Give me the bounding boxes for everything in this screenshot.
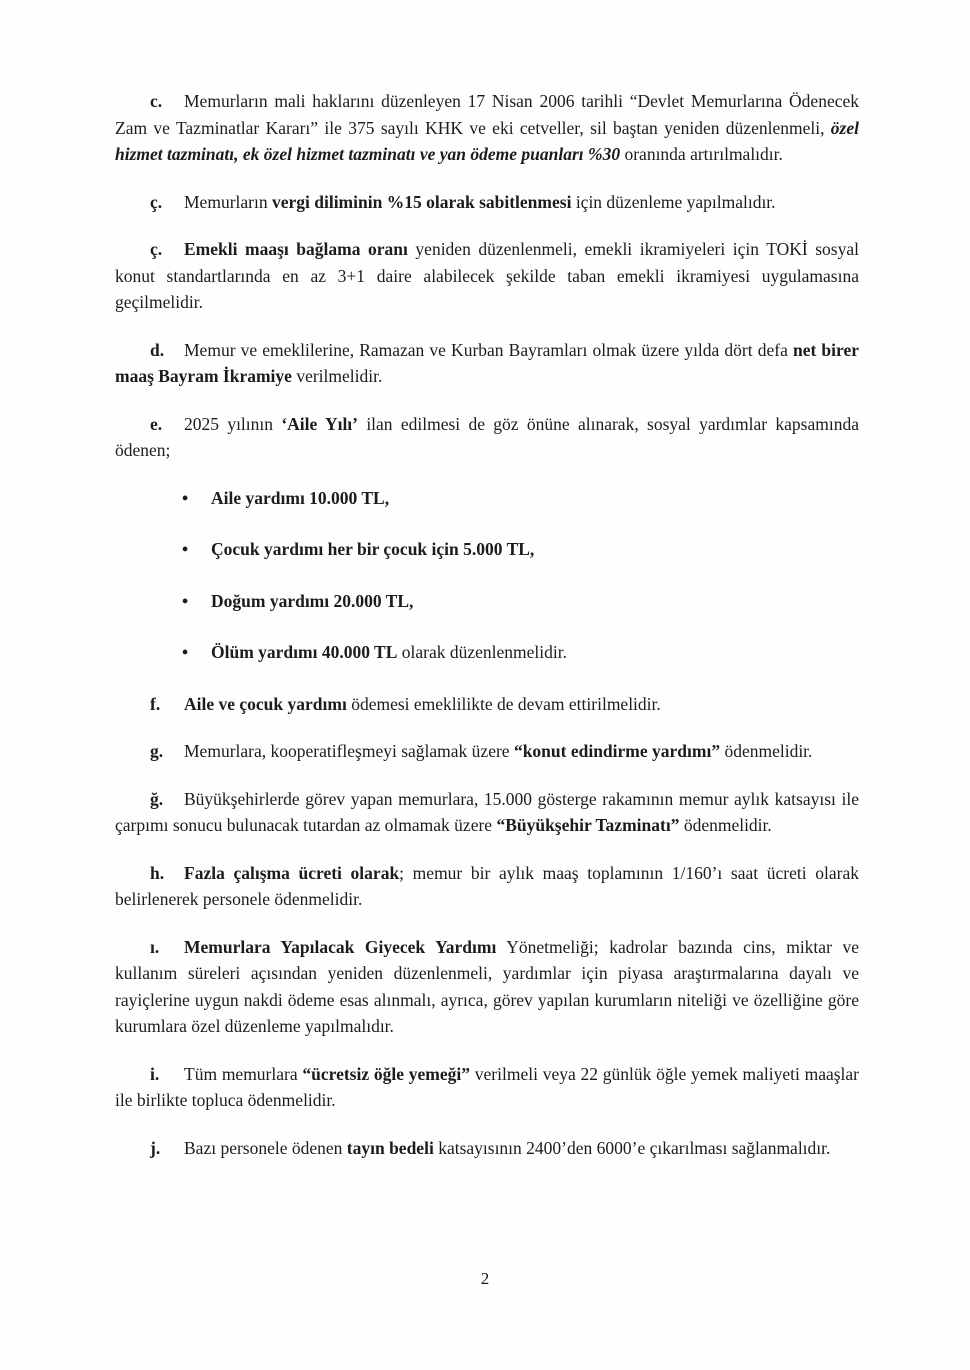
item-letter: g.	[150, 741, 164, 761]
text-segment: “konut edindirme yardımı”	[513, 741, 721, 761]
item-letter: ç.	[150, 239, 163, 259]
text-segment: oranında artırılmalıdır.	[620, 144, 783, 164]
text-segment: ; memur bir aylık maaş toplamının 1/160’ı saat ücreti olarak belirlenerek personele ödenmelidir.	[115, 862, 859, 909]
text-segment: Çocuk yardımı her bir çocuk için 5.000 TL,	[211, 539, 535, 559]
paragraph-item-i	[115, 1061, 859, 1114]
document-body	[115, 88, 859, 1182]
text-segment: Yönetmeliği; kadrolar bazında cins, miktar ve kullanım süreleri açısından yeniden düzenlenmeli, yardımlar için piyasa araştırmalarına dayalı ve rayiçlerine uygun nakdi ödeme esas alınmalı, ayrıca, görev yapılan kurumların niteliği ve özelliğine göre kurumlara özel düzenleme yapılmalıdır.	[115, 936, 859, 1036]
item-letter: f.	[150, 693, 161, 714]
item-letter: e.	[150, 413, 163, 434]
text-segment: katsayısının 2400’den 6000’e çıkarılması sağlanmalıdır.	[433, 1137, 831, 1158]
bullet-icon: •	[182, 539, 189, 559]
text-segment: Fazla çalışma ücreti olarak	[184, 862, 400, 883]
bullet-item	[182, 536, 859, 563]
paragraph-item-e	[115, 411, 859, 464]
paragraph-item-f	[115, 691, 859, 718]
text-segment: 2025 yılının	[184, 413, 282, 434]
text-segment: tayın bedeli	[346, 1137, 434, 1158]
paragraph-item-ge	[115, 786, 859, 839]
text-segment: Tüm memurlara	[184, 1063, 303, 1084]
text-segment: ödemesi emeklilikte de devam ettirilmelidir.	[346, 693, 661, 714]
paragraph-item-g	[115, 738, 859, 765]
text-segment: “ücretsiz öğle yemeği”	[302, 1063, 471, 1084]
bullet-item	[182, 485, 859, 512]
text-segment: ödenmelidir.	[679, 815, 772, 835]
text-segment: Memur ve emeklilerine, Ramazan ve Kurban Bayramları olmak üzere yılda dört defa	[184, 339, 793, 360]
paragraph-item-dotless-i	[115, 934, 859, 1040]
text-segment: verilmelidir.	[291, 366, 383, 386]
text-segment: ödenmelidir.	[720, 741, 813, 761]
text-segment: için düzenleme yapılmalıdır.	[571, 191, 776, 212]
text-segment: net birer maaş Bayram İkramiye	[115, 339, 859, 386]
text-segment: Doğum yardımı 20.000 TL,	[211, 590, 414, 611]
page-number: 2	[480, 1269, 490, 1288]
item-letter: ç.	[150, 191, 163, 212]
bullet-icon: •	[182, 642, 189, 662]
text-segment: Memurlara, kooperatifleşmeyi sağlamak üzere	[184, 741, 514, 761]
paragraph-item-h	[115, 860, 859, 913]
paragraph-item-j	[115, 1135, 859, 1162]
text-segment: ilan edilmesi de göz önüne alınarak, sosyal yardımlar kapsamında ödenen;	[115, 413, 859, 460]
paragraph-item-c	[115, 88, 859, 168]
text-segment: Bazı personele ödenen	[184, 1137, 347, 1158]
text-segment: Memurların mali haklarını düzenleyen 17 Nisan 2006 tarihli “Devlet Memurlarına Ödenecek Zam ve Tazminatlar Kararı” ile 375 sayılı KHK ve eki cetveller, sil baştan yeniden düzenlenmeli,	[115, 91, 859, 138]
item-letter: h.	[150, 862, 165, 883]
bullet-item	[182, 639, 859, 666]
text-segment: Büyükşehirlerde görev yapan memurlara, 15.000 gösterge rakamının memur aylık katsayısı ile çarpımı sonucu bulunacak tutardan az olmamak üzere	[115, 788, 859, 835]
item-letter: j.	[150, 1137, 161, 1158]
text-segment: Aile ve çocuk yardımı	[184, 693, 347, 714]
paragraph-item-ce-1	[115, 189, 859, 216]
text-segment: Memurlara Yapılacak Giyecek Yardımı	[184, 936, 497, 957]
text-segment: Memurların	[184, 191, 272, 212]
text-segment: Ölüm yardımı 40.000 TL	[211, 642, 398, 662]
text-segment: “Büyükşehir Tazminatı”	[496, 815, 680, 835]
text-segment: Emekli maaşı bağlama oranı	[184, 239, 408, 259]
item-letter: ğ.	[150, 788, 164, 809]
item-letter: ı.	[150, 936, 160, 957]
item-letter: c.	[150, 91, 163, 111]
bullet-item	[182, 588, 859, 615]
text-segment: vergi diliminin %15 olarak sabitlenmesi	[271, 191, 572, 212]
bullet-icon: •	[182, 590, 189, 611]
text-segment: verilmeli veya 22 günlük öğle yemek maliyeti maaşlar ile birlikte topluca ödenmelidir.	[115, 1063, 859, 1110]
paragraph-item-d	[115, 337, 859, 390]
text-segment: olarak düzenlenmelidir.	[397, 642, 567, 662]
bullet-list	[115, 485, 859, 666]
text-segment: özel hizmet tazminatı, ek özel hizmet tazminatı ve yan ödeme puanları %30	[115, 117, 859, 164]
text-segment: ‘Aile Yılı’	[281, 413, 358, 434]
item-letter: i.	[150, 1063, 160, 1084]
text-segment: Aile yardımı 10.000 TL,	[211, 487, 390, 508]
bullet-icon: •	[182, 487, 189, 508]
text-segment: yeniden düzenlenmeli, emekli ikramiyeleri için TOKİ sosyal konut standartlarında en az 3+1 daire alabilecek şekilde taban emekli ikramiyesi uygulamasına geçilmelidir.	[115, 239, 859, 312]
paragraph-item-ce-2	[115, 236, 859, 316]
item-letter: d.	[150, 339, 165, 360]
